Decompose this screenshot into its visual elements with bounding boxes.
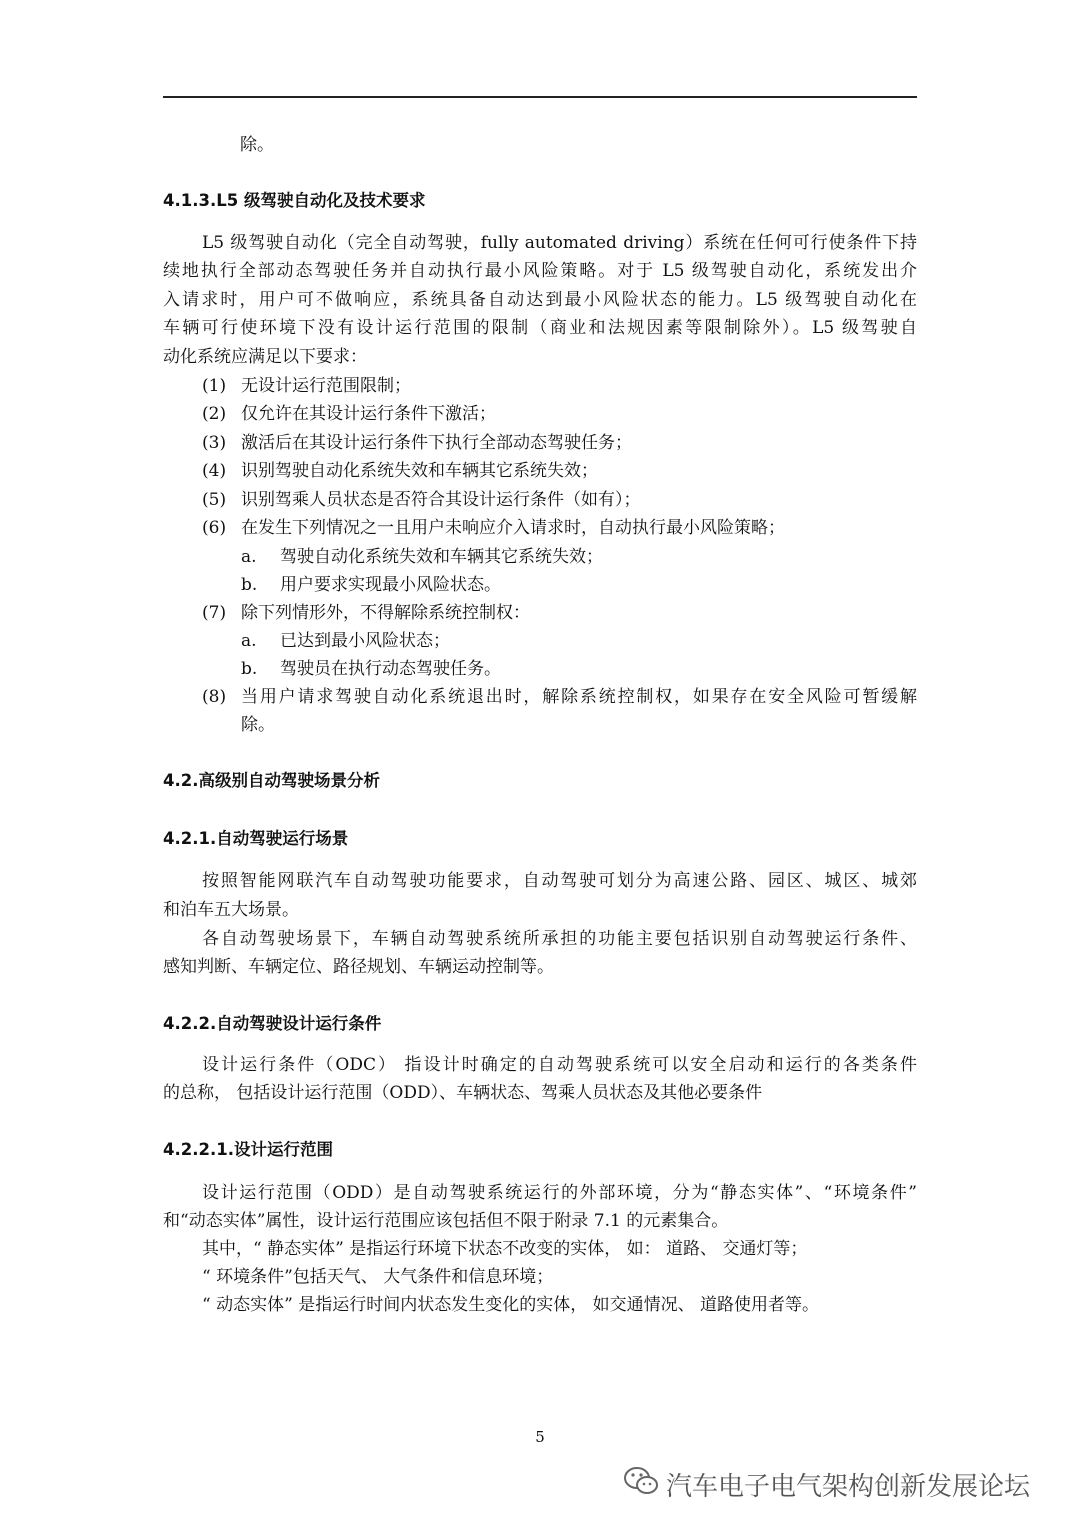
list-item-number: (5) — [202, 490, 227, 510]
list-item-text: 除下列情形外，不得解除系统控制权： — [241, 603, 530, 623]
list-item-number: (6) — [202, 518, 227, 538]
sub-item-letter: b. — [241, 575, 258, 595]
paragraph-line: 和泊车五大场景。 — [163, 900, 299, 920]
list-item-number: (3) — [202, 433, 227, 453]
paragraph-line: “ 动态实体” 是指运行时间内状态发生变化的实体， 如交通情况、 道路使用者等。 — [202, 1295, 819, 1315]
watermark-text: 汽车电子电气架构创新发展论坛 — [666, 1471, 1031, 1502]
paragraph-line: 续地执行全部动态驾驶任务并自动执行最小风险策略。对于 L5 级驾驶自动化，系统发出介 — [163, 261, 917, 281]
list-item-text: 识别驾乘人员状态是否符合其设计运行条件（如有）； — [241, 490, 641, 510]
list-item-number: (4) — [202, 461, 227, 481]
paragraph-line: L5 级驾驶自动化（完全自动驾驶，fully automated driving）系统在任何可行使条件下持 — [202, 233, 917, 253]
sub-item-letter: a. — [241, 631, 257, 651]
sub-item-text: 用户要求实现最小风险状态。 — [280, 575, 501, 595]
sub-item-text: 已达到最小风险状态； — [280, 631, 450, 651]
sub-item-letter: a. — [241, 547, 257, 567]
wechat-icon — [622, 1464, 666, 1505]
paragraph-line: 入请求时，用户可不做响应，系统具备自动达到最小风险状态的能力。L5 级驾驶自动化在 — [163, 290, 917, 310]
sub-item-text: 驾驶自动化系统失效和车辆其它系统失效； — [280, 547, 603, 567]
paragraph-line: 和“动态实体”属性，设计运行范围应该包括但不限于附录 7.1 的元素集合。 — [163, 1211, 729, 1231]
paragraph-line: 设计运行条件（ODC） 指设计时确定的自动驾驶系统可以安全启动和运行的各类条件 — [202, 1055, 917, 1075]
list-item-number: (1) — [202, 376, 227, 396]
paragraph-line: 设计运行范围（ODD）是自动驾驶系统运行的外部环境，分为“静态实体”、“环境条件” — [202, 1183, 917, 1203]
list-item-text: 无设计运行范围限制； — [241, 376, 411, 396]
paragraph-line: 感知判断、车辆定位、路径规划、车辆运动控制等。 — [163, 957, 554, 977]
header-rule — [163, 96, 917, 98]
continuation-text: 除。 — [240, 135, 274, 155]
section-heading-4-2-2-1: 4.2.2.1.设计运行范围 — [163, 1140, 333, 1159]
sub-item-text: 驾驶员在执行动态驾驶任务。 — [280, 659, 501, 679]
list-item-number: (8) — [202, 687, 227, 707]
paragraph-line: 动化系统应满足以下要求： — [163, 347, 367, 367]
page-number: 5 — [535, 1428, 545, 1446]
section-heading-4-1-3: 4.1.3.L5 级驾驶自动化及技术要求 — [163, 191, 426, 210]
paragraph-line: 其中，“ 静态实体” 是指运行环境下状态不改变的实体， 如： 道路、 交通灯等； — [202, 1239, 808, 1259]
list-item-text: 在发生下列情况之一且用户未响应介入请求时，自动执行最小风险策略； — [241, 518, 785, 538]
paragraph-line: 车辆可行使环境下没有设计运行范围的限制（商业和法规因素等限制除外）。L5 级驾驶自 — [163, 318, 917, 338]
paragraph-line: “ 环境条件”包括天气、 大气条件和信息环境； — [202, 1267, 554, 1287]
section-heading-4-2: 4.2.高级别自动驾驶场景分析 — [163, 771, 380, 790]
paragraph-line: 的总称， 包括设计运行范围（ODD）、车辆状态、驾乘人员状态及其他必要条件 — [163, 1083, 763, 1103]
list-item-text: 激活后在其设计运行条件下执行全部动态驾驶任务； — [241, 433, 632, 453]
section-heading-4-2-1: 4.2.1.自动驾驶运行场景 — [163, 829, 349, 848]
paragraph-line: 各自动驾驶场景下，车辆自动驾驶系统所承担的功能主要包括识别自动驾驶运行条件、 — [202, 929, 917, 949]
paragraph-line: 按照智能网联汽车自动驾驶功能要求，自动驾驶可划分为高速公路、园区、城区、城郊 — [202, 871, 917, 891]
section-heading-4-2-2: 4.2.2.自动驾驶设计运行条件 — [163, 1014, 382, 1033]
list-item-number: (7) — [202, 603, 227, 623]
list-item-text-cont: 除。 — [241, 715, 275, 735]
watermark — [622, 1464, 1030, 1504]
list-item-text: 识别驾驶自动化系统失效和车辆其它系统失效； — [241, 461, 598, 481]
list-item-text: 仅允许在其设计运行条件下激活； — [241, 404, 496, 424]
list-item-text: 当用户请求驾驶自动化系统退出时，解除系统控制权，如果存在安全风险可暂缓解 — [241, 687, 917, 707]
list-item-number: (2) — [202, 404, 227, 424]
sub-item-letter: b. — [241, 659, 258, 679]
